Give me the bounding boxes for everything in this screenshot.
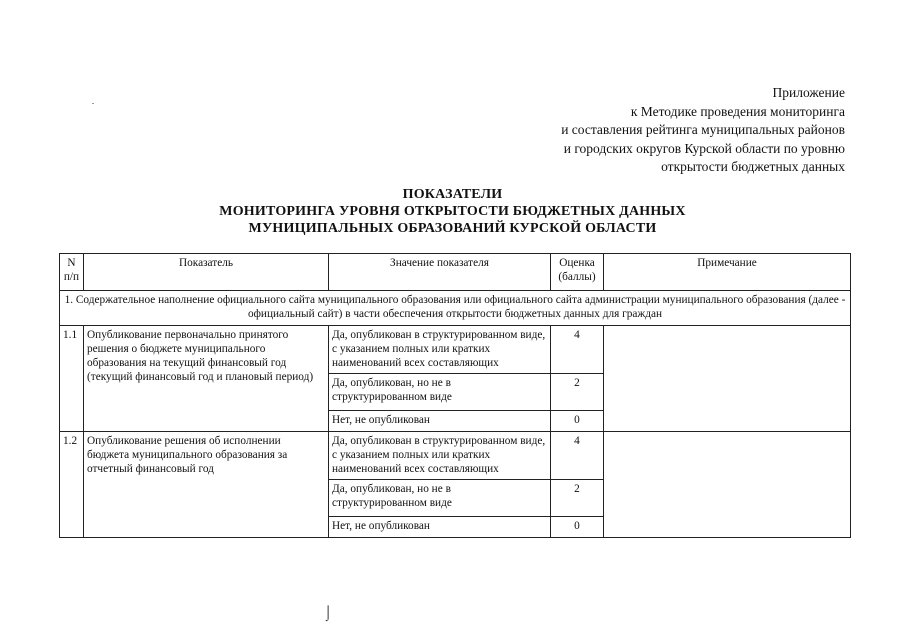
note-cell (604, 432, 851, 538)
appendix-line: и городских округов Курской области по уровню (563, 140, 845, 156)
value-cell: Нет, не опубликован (329, 517, 551, 538)
score-cell: 4 (551, 432, 604, 480)
score-cell: 2 (551, 374, 604, 411)
score-cell: 0 (551, 517, 604, 538)
header-score: Оценка (баллы) (551, 254, 604, 291)
indicator-cell: Опубликование решения об исполнении бюджета муниципального образования за отчетный финансовый год (84, 432, 329, 538)
title-line: ПОКАЗАТЕЛИ (402, 187, 503, 202)
value-cell: Да, опубликован в структурированном виде, с указанием полных или кратких наименований всех составляющих (329, 326, 551, 374)
header-num: N п/п (60, 254, 84, 291)
appendix-line: и составления рейтинга муниципальных районов (561, 122, 845, 137)
score-cell: 0 (551, 411, 604, 432)
header-indicator: Показатель (84, 254, 329, 291)
table-row (60, 432, 851, 480)
row-number: 1.1 (60, 326, 84, 432)
title-line: МОНИТОРИНГА УРОВНЯ ОТКРЫТОСТИ БЮДЖЕТНЫХ ДАННЫХ (219, 204, 686, 219)
appendix-block (561, 84, 845, 177)
value-cell: Да, опубликован в структурированном виде, с указанием полных или кратких наименований всех составляющих (329, 432, 551, 480)
value-cell: Нет, не опубликован (329, 411, 551, 432)
indicator-cell: Опубликование первоначально принятого решения о бюджете муниципального образования на текущий финансовый год (текущий финансовый год и плановый период) (84, 326, 329, 432)
header-value: Значение показателя (329, 254, 551, 291)
document-title (0, 186, 905, 237)
section-row (60, 291, 851, 326)
appendix-line: открытости бюджетных данных (661, 159, 845, 174)
scan-artifact: ⌡ (324, 606, 333, 621)
value-cell: Да, опубликован, но не в структурированном виде (329, 374, 551, 411)
note-cell (604, 326, 851, 432)
header-row (60, 254, 851, 291)
score-cell: 4 (551, 326, 604, 374)
value-cell: Да, опубликован, но не в структурированном виде (329, 480, 551, 517)
title-line: МУНИЦИПАЛЬНЫХ ОБРАЗОВАНИЙ КУРСКОЙ ОБЛАСТИ (248, 221, 657, 236)
appendix-line: к Методике проведения мониторинга (630, 103, 845, 119)
row-number: 1.2 (60, 432, 84, 538)
table-row (60, 326, 851, 374)
indicators-table (59, 253, 851, 538)
header-note: Примечание (604, 254, 851, 291)
score-cell: 2 (551, 480, 604, 517)
appendix-line: Приложение (772, 85, 845, 100)
scan-speck (92, 103, 94, 104)
section-heading: 1. Содержательное наполнение официального сайта муниципального образования или официального сайта администрации муниципального образования (далее - официальный сайт) в части обеспечения открытости бюджетных данных для граждан (60, 291, 851, 326)
